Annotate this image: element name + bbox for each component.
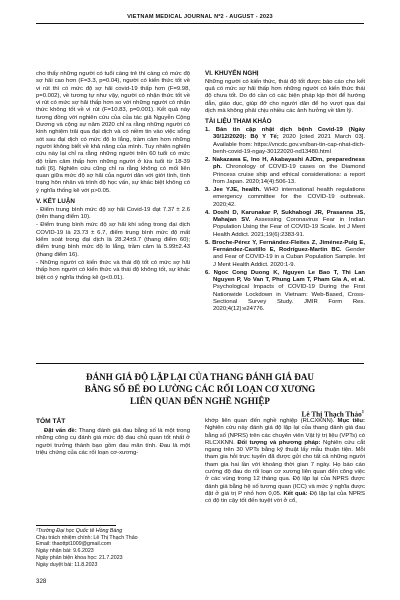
right-column <box>205 70 365 314</box>
footnotes <box>36 528 186 568</box>
conclusion-item: - Điểm trung bình mức độ sợ hãi khi sống trong đại dịch COVID-19 là 23.73 ± 6.7, điểm trung bình mức độ mất kiểm soát trong đại dịch là 28.24±9.7 (thang điểm 60); điểm trung bình mức độ lo lắng, trầm cảm là 5.99±2.43 (thang điểm 16). <box>36 222 190 258</box>
header-rule <box>36 23 364 24</box>
conclusion-item: - Điểm trung bình mức độ sợ hãi Covid-19 đạt 7.37 ± 2.6 (trên thang điểm 10). <box>36 206 190 221</box>
reference-details: WHO international health regulations emergency committee for the COVID-19 outbreak. 2020;42. <box>213 187 365 208</box>
author-affiliation-mark: 1 <box>361 409 364 414</box>
conclusion-item: - Những người có kiến thức và thái độ tốt có mức sợ hãi thấp hơn người có kiến thức và thái độ không tốt, sự khác biệt có ý nghĩa thống kê (p<0.01). <box>36 259 190 281</box>
section-separator <box>36 363 364 364</box>
left-column <box>36 71 190 283</box>
reference-item <box>205 187 365 209</box>
abstract-heading: TÓM TẮT <box>36 418 66 425</box>
reference-details: Chronology of COVID-19 cases on the Diamond Princess cruise ship and ethical considerations: a report from Japan. 2020;14(4):506-13. <box>213 164 365 185</box>
reference-details: Gender and Fear of COVID-19 in a Cuban Population Sample. Int J Ment Health Addict. 2020:1-9. <box>213 247 365 268</box>
abstract-text: Nghiên cứu cắt ngang trên 30 VPTs bằng kỹ thuật lấy mẫu thuận tiện. Mỗi tham gia hỏi trực tuyến đã được gửi cho tất cả những người tham gia hai lần với khoảng thời gian 7 ngày. Họ báo cáo cường độ đau do rối loạn cơ xương liên quan đến công việc ở các vùng trong 12 tháng qua. Độ lặp lại của NPRS được đánh giá bằng hệ số tương quan (ICC) và mức ý nghĩa được đặt ở giá trị P nhỏ hơn 0,05. <box>205 439 365 497</box>
footnote-line: Ngày nhận bài: 9.6.2023 <box>36 548 94 555</box>
reference-authors: 2. Nakazawa E, Ino H, Akabayashi AJDm, preparedness ph. <box>205 157 365 171</box>
reference-item <box>205 210 365 239</box>
reference-authors: 1. Bản tin cập nhật dịch bệnh Covid-19 (Ngày 30/12/2020): Bộ Y Tế; <box>205 127 365 141</box>
reference-details: Psychological Impacts of COVID-19 During the First Nationwide Lockdown in Vietnam: Web-Based, Cross-Sectional Survey Study. JMIR Form Res. 2020;4(12):e24776. <box>213 284 365 313</box>
title-line: LIÊN QUAN ĐẾN NGHỀ NGHIỆP <box>130 396 270 407</box>
footnote-line: Ngày duyệt bài: 11.8.2023 <box>36 561 98 568</box>
reference-item <box>205 157 365 186</box>
footnote-line: Chịu trách nhiệm chính: Lê Thị Thạch Thảo <box>36 534 138 541</box>
references-heading: TÀI LIỆU THAM KHẢO <box>205 118 272 126</box>
discussion-paragraph: cho thấy những người có tuổi càng trẻ thì càng có mức độ sợ hãi cao hơn (F=3.3, p=0.04), người có kiến thức tốt về vi rút thì có mức độ sợ hãi covid-19 thấp hơn (F=9.98, p=0.002), về tương tự như vậy, người có nhận thức tốt về vi rút có mức sợ hãi thấp hơn so với những người có nhận thức không tốt về vi rút (F=10.83, p=0.001). Kết quả này tương đồng với nghiên cứu của của tác giả Nguyễn Cộng Dương và cộng sự năm 2020 chỉ ra rằng những người có kinh nghiệm trải qua đại dịch và có niềm tin vào việc sống sót sau đại dịch có mức độ lo lắng, trầm cảm hơn những người không biết về khả năng của mình. Tuy nhiên nghiên cứu này lại chỉ ra rằng những người trên 60 tuổi có mức độ trầm cảm thấp hơn những người ở lứa tuổi từ 18-39 tuổi [6]. Nghiên cứu cũng chỉ ra rằng không có mối liên quan giữa mức độ sợ hãi của người dân với giới tính, tình trạng hôn nhân và trình độ học vấn, sự khác biệt không có ý nghĩa thống kê với p>0.05. <box>36 71 190 194</box>
reference-item <box>205 270 365 314</box>
footnote-rule <box>36 525 116 526</box>
reference-authors: 3. Jee YJE, health. <box>205 187 261 194</box>
abstract-text: Độ lặp lại của NPRS có độ tin cậy tốt đến tuyệt vời ở cổ, <box>205 490 365 505</box>
reference-details: Assessing Coronavirus Fear in Indian Population Using the Fear of COVID-19 Scale. Int J Ment Health Addict. 2021;19(6):2383-91. <box>213 217 365 238</box>
recommend-paragraph: Những người có kiến thức, thái độ tốt được báo cáo cho kết quả có mức sợ hãi thấp hơn những người có kiến thức thái độ chưa tốt. Do đó cần có các biện pháp kịp thời để hướng dẫn, giáo dục, giúp đỡ cho người dân để họ vượt qua đại dịch mà không phải chịu nhiều các ảnh hưởng về tâm lý. <box>205 78 365 114</box>
author-line <box>302 409 364 418</box>
reference-item <box>205 240 365 269</box>
title-line: ĐÁNH GIÁ ĐỘ LẶP LẠI CỦA THANG ĐÁNH GIÁ ĐAU <box>86 372 314 382</box>
conclusion-heading: V. KẾT LUẬN <box>36 198 75 206</box>
abstract-lead: Đối tượng và phương pháp: <box>237 439 321 446</box>
footnote-affiliation: ¹Trường Đại học Quốc tế Hồng Bàng <box>36 528 123 534</box>
abstract-text: khớp liên quan đến nghề nghiệp (RLCXKNN). <box>205 418 338 424</box>
footnote-line: Email: thaottpt1009@gmail.com <box>36 541 112 548</box>
title-line: BẰNG SỐ ĐỂ ĐO LƯỜNG CÁC RỐI LOẠN CƠ XƯƠNG <box>84 384 316 395</box>
reference-item <box>205 127 365 156</box>
abstract-lead: Mục tiêu: <box>337 418 365 424</box>
reference-authors: 5. Broche-Pérez Y, Fernández-Fleites Z, Jiménez-Puig E, Fernández-Castillo E, Rodríguez-Martin BC. <box>205 239 365 254</box>
article-title <box>36 371 364 408</box>
author-name: Lê Thị Thạch Thảo <box>301 409 362 419</box>
abstract-lead: Kết quả: <box>283 490 308 497</box>
recommend-heading: VI. KHUYẾN NGHỊ <box>205 70 259 77</box>
reference-authors: 6. Ngoc Cong Duong K, Nguyen Le Bao T, Thi Lan Nguyen P, Vo Van T, Phung Lam T, Pham Gia A, et al. <box>205 269 365 283</box>
journal-header: VIETNAM MEDICAL JOURNAL Nº2 - AUGUST - 2023 <box>127 14 273 20</box>
abstract-paragraph <box>36 428 190 457</box>
abstract-left <box>36 428 190 458</box>
reference-details: 2020 [cited 2021 March 03]. Available from: https://vncdc.gov.vn/ban-tin-cap-nhat-dich-benh-covid-19-ngay-30122020-nd13480.html <box>213 134 365 155</box>
footnote-line: Ngày phản biện khoa học: 21.7.2023 <box>36 554 123 561</box>
abstract-lead: Đặt vấn đề: <box>44 428 77 434</box>
abstract-right <box>205 418 365 507</box>
page-number: 328 <box>36 578 47 585</box>
reference-authors: 4. Doshi D, Karunakar P, Sukhabogi JR, Prasanna JS, Mahajan SV. <box>205 209 365 224</box>
abstract-text: Thang đánh giá đau bằng số là một trong những công cụ đánh giá mức độ đau chủ quan tốt nhất ở người trưởng thành bạo gồm đau mãn tính. Đau là một triệu chứng của các rối loạn cơ-xương- <box>36 428 190 456</box>
abstract-text: Nghiên cứu này đánh giá độ lặp lại của thang đánh giá đau bằng số (NPRS) trên các chuyên viên Vật lý trị liệu (VPTs) có RLCXKNN. <box>205 425 365 446</box>
abstract-paragraph <box>205 418 365 506</box>
